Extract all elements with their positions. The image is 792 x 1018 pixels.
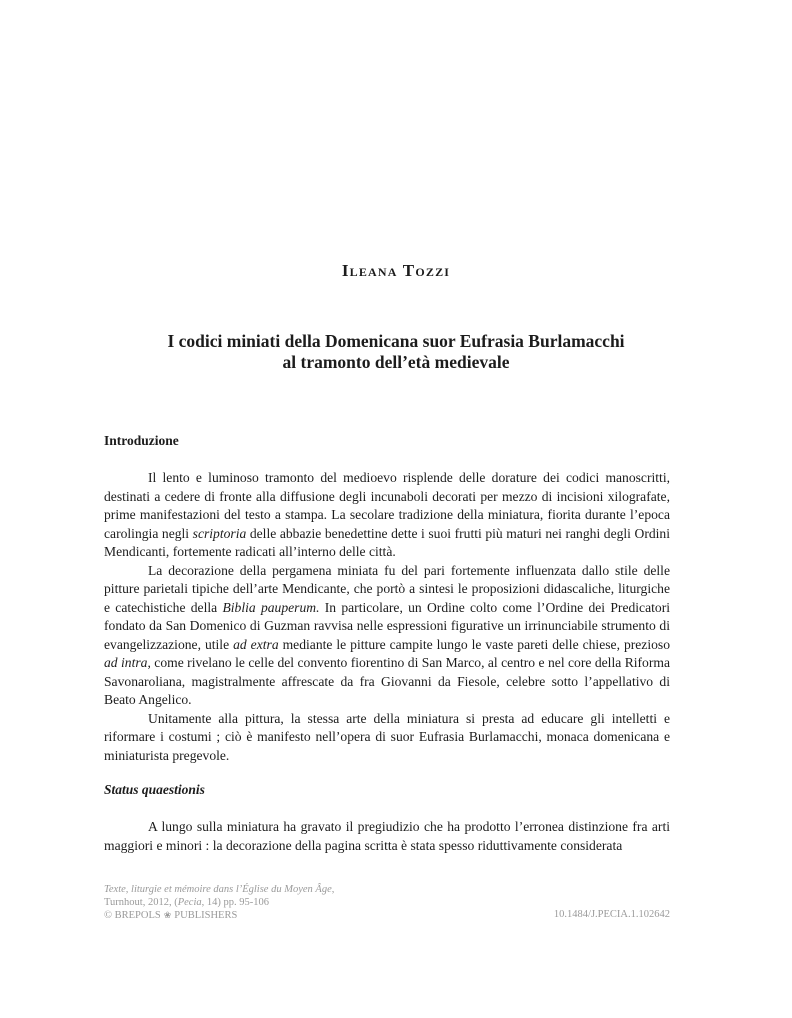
brepols-logo-icon: ❀: [163, 910, 172, 920]
section-heading-introduzione: Introduzione: [104, 433, 179, 448]
author-name: Ileana Tozzi: [341, 261, 451, 280]
publication-footer: [104, 884, 334, 923]
section-heading-status-quaestionis: Status quaestionis: [104, 782, 205, 797]
footer-publisher-line: © BREPOLS ❀ PUBLISHERS: [104, 910, 238, 921]
article-title: [0, 331, 792, 373]
paragraph-3: Unitamente alla pittura, la stessa arte della miniatura si presta ad educare gli intelletti e riformare i costumi ; ciò è manifesto nell’opera di suor Eufrasia Burlamacchi, monaca domenicana e miniaturista pregevole.: [104, 710, 670, 763]
paragraph-4: A lungo sulla miniatura ha gravato il pregiudizio che ha prodotto l’erronea distinzione fra arti maggiori e minori : la decorazione della pagina scritta è stata spesso riduttivamente considerata: [104, 819, 670, 853]
footer-series-line: Texte, liturgie et mémoire dans l’Église du Moyen Âge,: [104, 884, 335, 895]
doi-label: 10.1484/J.PECIA.1.102642: [553, 909, 670, 920]
introduction-body: [104, 469, 670, 765]
status-body: [104, 818, 670, 855]
paragraph-1: Il lento e luminoso tramonto del medioevo risplende delle dorature dei codici manoscritti, destinati a cedere di fronte alla diffusione degli incunaboli decorati per mezzo di incisioni xilografate, prime manifestazioni del testo a stampa. La secolare tradizione della miniatura, fiorita durante l’epoca carolingia negli scriptoria delle abbazie benedettine dette i suoi frutti più maturi nei ranghi degli Ordini Mendicanti, fortemente radicati all’interno delle città.: [104, 470, 671, 559]
paragraph-2: La decorazione della pergamena miniata fu del pari fortemente influenzata dallo stile delle pitture parietali tipiche dell’arte Mendicante, che portò a sintesi le proposizioni didascaliche, liturgiche e catechistiche della Biblia pauperum. In particolare, un Ordine colto come l’Ordine dei Predicatori fondato da San Domenico di Guzman ravvisa nelle espressioni figurative un irrinunciabile strumento di evangelizzazione, utile ad extra mediante le pitture campite lungo le vaste pareti delle chiese, prezioso ad intra, come rivelano le celle del convento fiorentino di San Marco, al centro e nel core della Riforma Savonaroliana, magistralmente affrescate da fra Giovanni da Fiesole, celebre sotto l’appellativo di Beato Angelico.: [104, 562, 670, 707]
article-title-line-2: al tramonto dell’età medievale: [282, 352, 510, 372]
article-title-line-1: I codici miniati della Domenicana suor Eufrasia Burlamacchi: [167, 331, 625, 351]
footer-publication-line: Turnhout, 2012, (Pecia, 14) pp. 95-106: [104, 896, 269, 908]
